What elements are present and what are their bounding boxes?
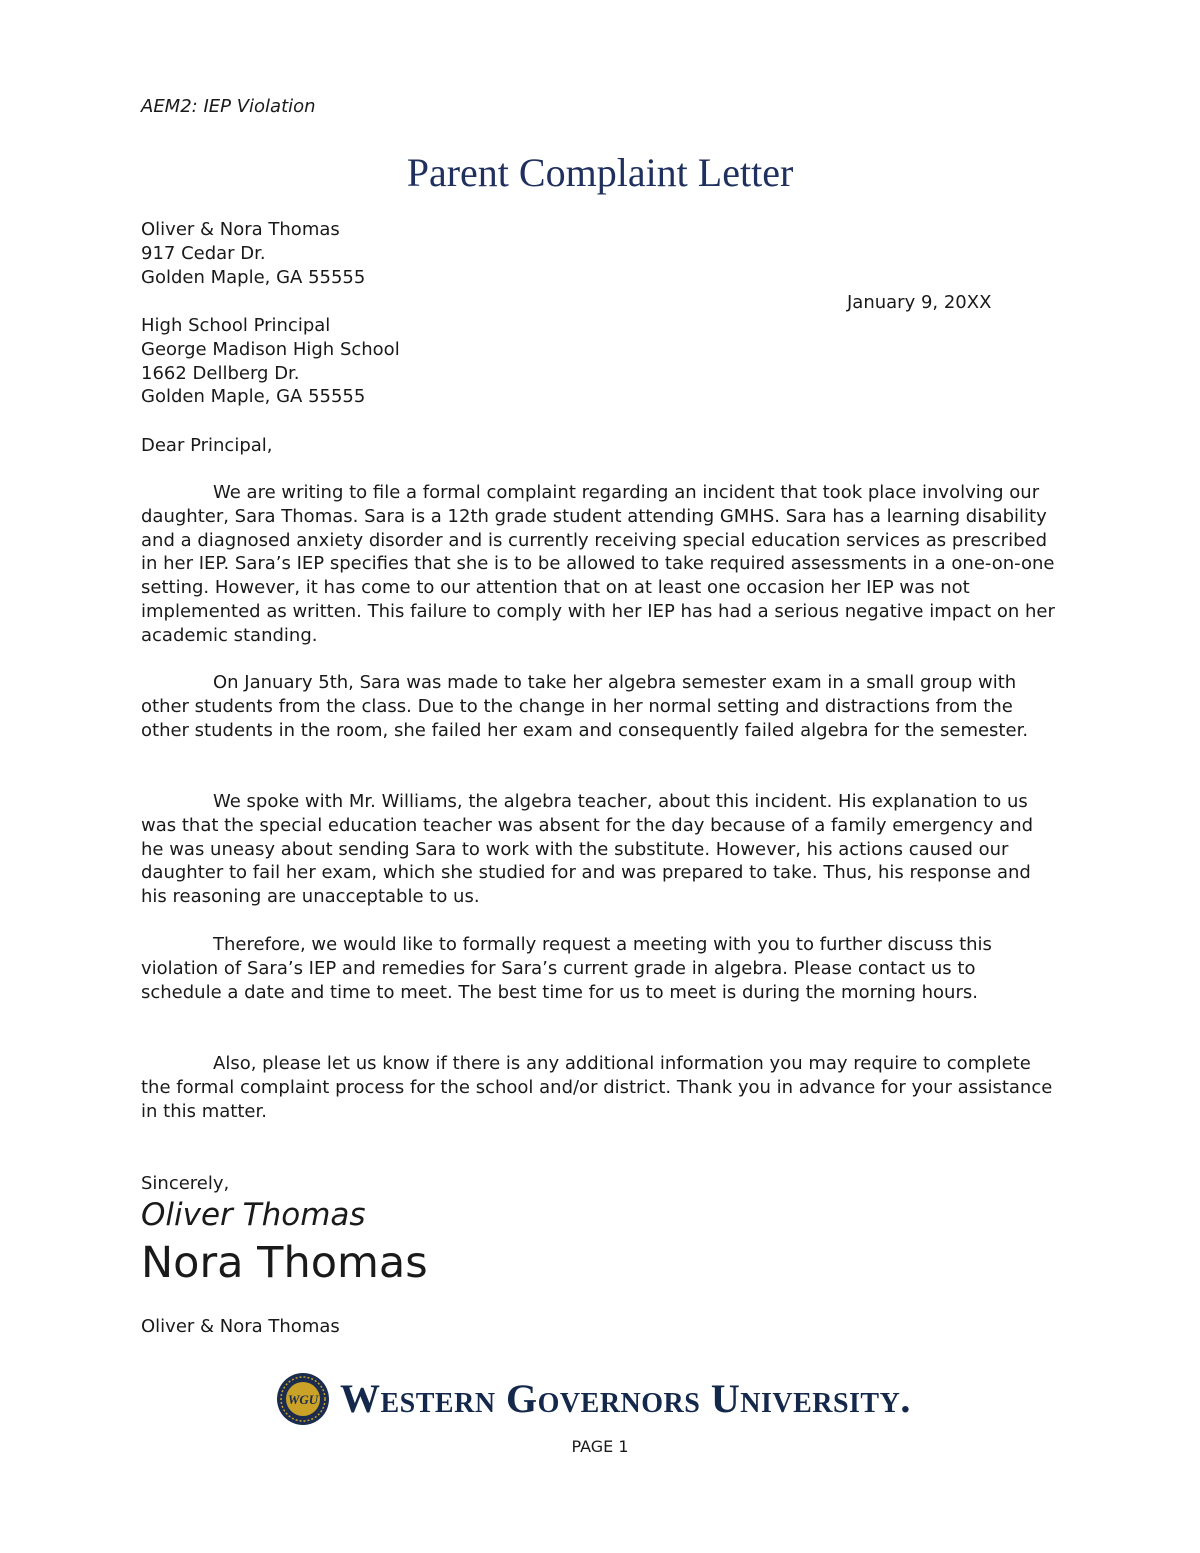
body-paragraph-3: We spoke with Mr. Williams, the algebra teacher, about this incident. His explanation to us was that the special education teacher was absent for the day because of a family emergency and he was uneasy about sending Sara to work with the substitute. However, his actions caused our daughter to fail her exam, which she studied for and was prepared to take. Thus, his response and his reasoning are unacceptable to us.	[141, 791, 1034, 908]
body-paragraph-2: On January 5th, Sara was made to take her algebra semester exam in a small group with other students from the class. Due to the change in her normal setting and distractions from the other students in the room, she failed her exam and consequently failed algebra for the semester.	[141, 672, 1029, 741]
body-paragraph-4: Therefore, we would like to formally request a meeting with you to further discuss this violation of Sara’s IEP and remedies for Sara’s current grade in algebra. Please contact us to schedule a date and time to meet. The best time for us to meet is during the morning hours.	[141, 934, 992, 1003]
page-title: Parent Complaint Letter	[406, 150, 794, 195]
sender-names: Oliver & Nora Thomas	[141, 219, 340, 240]
page-number: PAGE 1	[571, 1437, 629, 1456]
body-paragraph-5: Also, please let us know if there is any additional information you may require to complete the formal complaint process for the school and/or district. Thank you in advance for your assistance in this matter.	[141, 1053, 1053, 1122]
salutation: Dear Principal,	[141, 435, 273, 456]
university-wordmark: Western Governors University.	[340, 1376, 911, 1421]
seal-text: WGU	[287, 1392, 319, 1407]
sender-city: Golden Maple, GA 55555	[141, 266, 366, 288]
recipient-address	[141, 314, 400, 409]
body-paragraph-1: We are writing to file a formal complaint regarding an incident that took place involving our daughter, Sara Thomas. Sara is a 12th grade student attending GMHS. Sara has a learning disability and a diagnosed anxiety disorder and is currently receiving special education services as prescribed in her IEP. Sara’s IEP specifies that she is to be allowed to take required assessments in a one-on-one setting. However, it has come to our attention that on at least one occasion her IEP was not implemented as written. This failure to comply with her IEP has had a serious negative impact on her academic standing.	[141, 482, 1055, 646]
signature-nora: Nora Thomas	[141, 1238, 428, 1288]
recipient-street: 1662 Dellberg Dr.	[141, 362, 300, 384]
signoff-names: Oliver & Nora Thomas	[141, 1316, 340, 1337]
sender-address	[141, 218, 365, 289]
recipient-school: George Madison High School	[141, 338, 400, 360]
sender-street: 917 Cedar Dr.	[141, 242, 266, 264]
recipient-city: Golden Maple, GA 55555	[141, 386, 366, 408]
document-header-label: AEM2: IEP Violation	[141, 96, 316, 117]
recipient-title: High School Principal	[141, 315, 331, 336]
closing: Sincerely,	[141, 1173, 230, 1194]
letter-date: January 9, 20XX	[847, 292, 992, 313]
university-seal-icon	[276, 1372, 330, 1426]
signature-oliver: Oliver Thomas	[141, 1197, 366, 1233]
